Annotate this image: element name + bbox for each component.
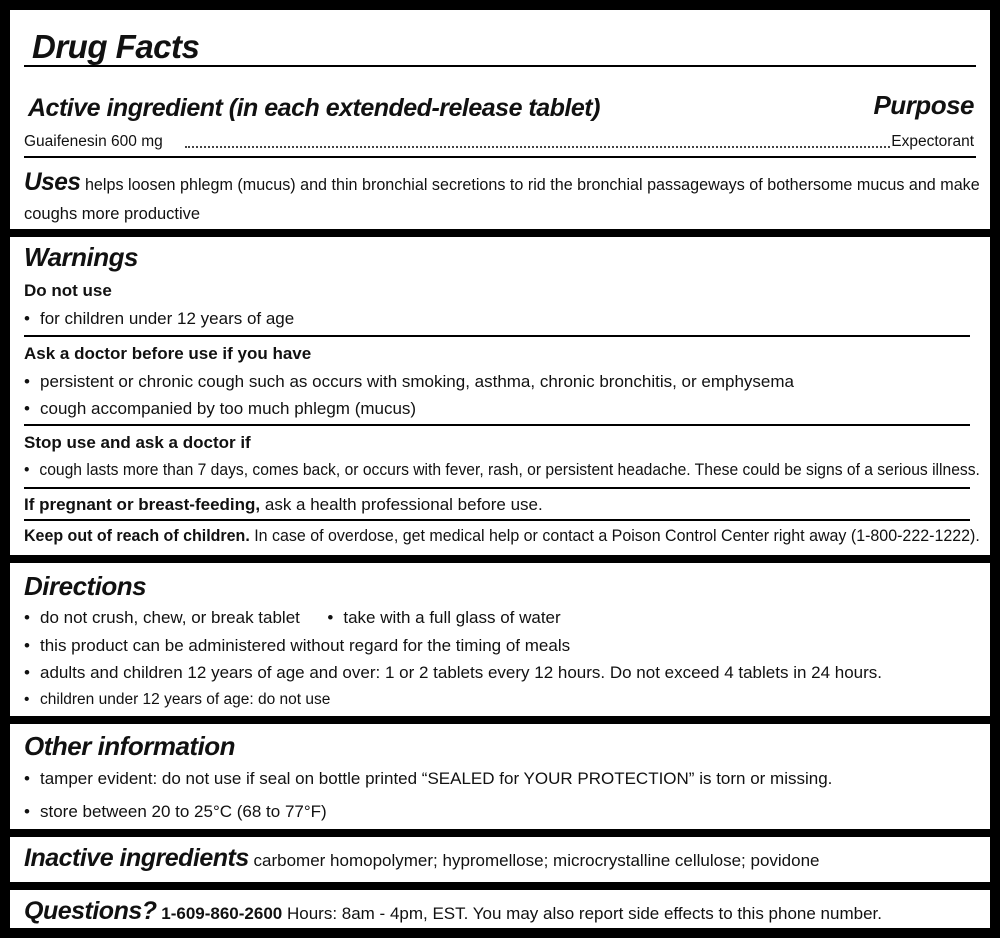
directions-item: • adults and children 12 years of age and over: 1 or 2 tablets every 12 hours. Do not exceed 4 tablets in 24 hours. (24, 663, 883, 682)
divider (24, 156, 976, 158)
uses-heading: Uses (24, 168, 81, 196)
pregnant-warning: If pregnant or breast-feeding, ask a health professional before use. (24, 495, 543, 514)
ask-doctor-item: • persistent or chronic cough such as occurs with smoking, asthma, chronic bronchitis, or emphysema (24, 372, 794, 391)
ingredient-name: Guaifenesin 600 mg (24, 133, 163, 150)
do-not-use-heading: Do not use (24, 281, 112, 300)
other-info-heading: Other information (24, 731, 236, 761)
section-bar (10, 229, 990, 237)
questions-phone: 1-609-860-2600 (161, 904, 283, 923)
divider (24, 487, 970, 489)
divider (24, 424, 970, 426)
keep-out-warning: Keep out of reach of children. In case of overdose, get medical help or contact a Poison Control Center right away (1-800-222-1222). (24, 527, 980, 545)
divider (24, 519, 970, 521)
questions-heading: Questions? (24, 897, 157, 925)
purpose-heading: Purpose (873, 90, 974, 120)
stop-use-heading: Stop use and ask a doctor if (24, 433, 251, 452)
directions-item: • this product can be administered without regard for the timing of meals (24, 636, 571, 655)
questions: Questions? 1-609-860-2600 Hours: 8am - 4pm, EST. You may also report side effects to this phone number. (24, 897, 882, 925)
directions-item: • children under 12 years of age: do not use (24, 691, 331, 708)
inactive-ingredients: Inactive ingredients carbomer homopolymer; hypromellose; microcrystalline cellulose; povidone (24, 844, 820, 872)
section-bar (10, 882, 990, 890)
directions-heading: Directions (24, 571, 147, 601)
divider (24, 65, 976, 67)
uses-line-1: Uses helps loosen phlegm (mucus) and thin bronchial secretions to rid the bronchial passageways of bothersome mucus and make (24, 168, 980, 196)
warnings-heading: Warnings (24, 242, 138, 272)
ask-doctor-item: • cough accompanied by too much phlegm (mucus) (24, 399, 417, 418)
stop-use-item: • cough lasts more than 7 days, comes back, or occurs with fever, rash, or persistent headache. These could be signs of a serious illness. (24, 461, 980, 479)
other-info-item: • store between 20 to 25°C (68 to 77°F) (24, 802, 327, 821)
other-info-item: • tamper evident: do not use if seal on bottle printed “SEALED for YOUR PROTECTION” is torn or missing. (24, 769, 833, 788)
uses-line-2: coughs more productive (24, 205, 201, 223)
inactive-heading: Inactive ingredients (24, 844, 249, 872)
ask-doctor-heading: Ask a doctor before use if you have (24, 344, 312, 363)
section-bar (10, 829, 990, 837)
section-bar (10, 555, 990, 563)
drug-facts-title: Drug Facts (32, 28, 200, 65)
active-ingredient-heading: Active ingredient (in each extended-release tablet) (28, 94, 600, 122)
do-not-use-item: • for children under 12 years of age (24, 309, 295, 328)
directions-item: • do not crush, chew, or break tablet • take with a full glass of water (24, 608, 561, 627)
ingredient-purpose: Expectorant (891, 133, 974, 150)
divider (24, 335, 970, 337)
leader-dots (185, 144, 890, 148)
section-bar (10, 716, 990, 724)
